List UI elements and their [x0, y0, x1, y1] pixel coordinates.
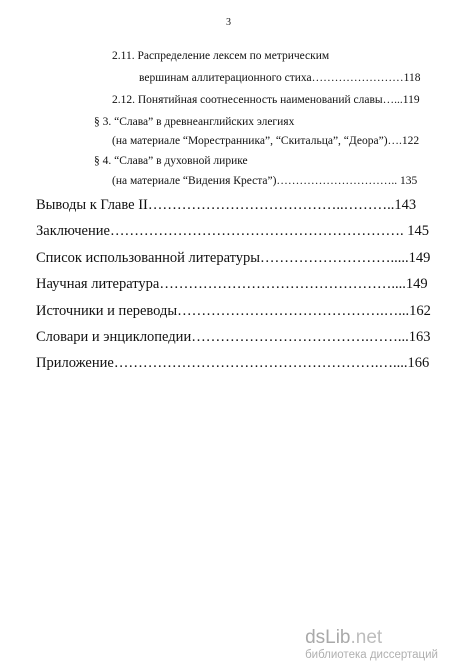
toc-entry-2-12: 2.12. Понятийная соотнесенность наименований славы…...119 — [112, 94, 420, 106]
toc-entry-appendix: Приложение……………………………………………….…....166 — [36, 355, 430, 371]
watermark-brand: dsLib — [305, 627, 351, 648]
toc-entry-2-11: 2.11. Распределение лексем по метрическим — [112, 50, 330, 62]
toc-entry-2-11-cont: вершинам аллитерационного стиха……………………118 — [139, 72, 421, 84]
toc-entry-section-3: § 3. “Слава” в древнеанглийских элегиях — [94, 116, 295, 128]
toc-entry-bibliography: Список использованной литературы……………………….....149 — [36, 250, 431, 266]
toc-entry-section-3-cont: (на материале “Морестранника”, “Скитальца”, “Деора”)….122 — [112, 135, 420, 147]
toc-entry-section-4: § 4. “Слава” в духовной лирике — [94, 155, 248, 167]
toc-entry-conclusion: Заключение……………………………………………………. 145 — [36, 223, 429, 239]
watermark-domain: .net — [350, 627, 383, 648]
page-number: 3 — [226, 17, 231, 28]
toc-entry-conclusions-chapter-2: Выводы к Главе II…………………………………..………..143 — [36, 197, 417, 213]
watermark-subtitle: библиотека диссертаций — [305, 649, 438, 661]
watermark-logo — [305, 628, 438, 647]
toc-entry-dictionaries: Словари и энциклопедии……………………………….……...163 — [36, 329, 431, 345]
toc-entry-sources-translations: Источники и переводы…………………………………….…...162 — [36, 303, 431, 319]
watermark — [305, 628, 438, 661]
toc-entry-scientific-literature: Научная литература…………………………………………....149 — [36, 276, 428, 292]
toc-entry-section-4-cont: (на материале “Видения Креста”)………………………….. 135 — [112, 175, 418, 187]
